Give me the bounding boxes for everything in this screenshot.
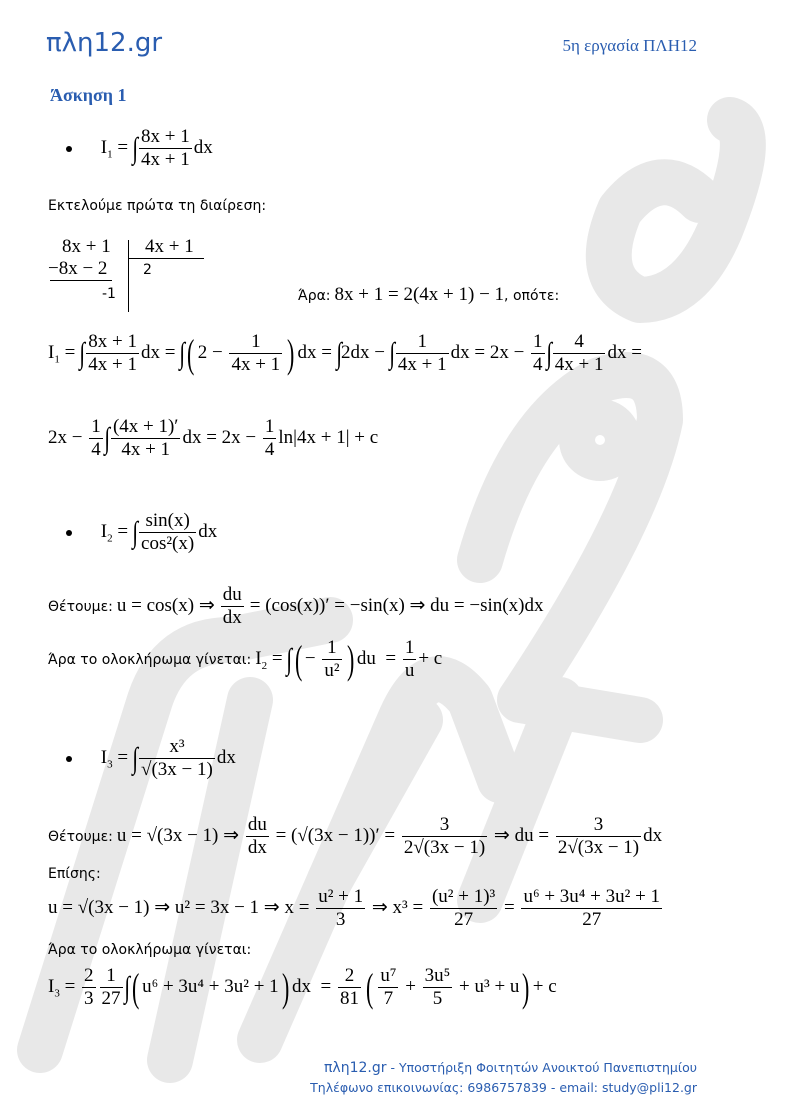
integral-3-ara: Άρα το ολοκλήρωμα γίνεται: [48, 942, 252, 958]
division-rule [128, 258, 204, 259]
division-underline [50, 280, 112, 281]
bullet [66, 146, 72, 152]
quotient: 2 [143, 262, 152, 278]
bullet [66, 756, 72, 762]
integral-2-substitution: Θέτουμε: u = cos(x) ⇒ $\frac{du}{dx}$ = (cos(x))′ = −sin(x) ⇒ du = −sin(x)dx [48, 584, 544, 628]
integral-3-x-cubed: u = √(3x − 1) ⇒ u² = 3x − 1 ⇒ x = $\frac{\text{u² + 1}}{3}$ ⇒ x³ = $\frac{\text{(u² + 1)³}}{27}$ = $\frac{\text{u⁶ + 3u⁴ + 3u² + 1}}{27}$ [48, 886, 661, 930]
dividend: 8x + 1 [62, 236, 111, 257]
integral-1-step1: $I_1$ = ∫ $\frac{8x + 1}{4x + 1}$ dx = ∫( 2 − $\frac{1}{4x + 1}$ ) dx = ∫2dx − ∫ $\frac{1}{4x + 1}$ dx = 2x − $\frac{1}{4}$ ∫ $\frac{4}{4x + 1}$ dx = [48, 331, 642, 376]
integral-3: $I_3$ = ∫ $\frac{\text{x³}}{√(3x - 1)}$ dx [66, 736, 236, 781]
remainder: -1 [102, 286, 116, 302]
division-intro: Εκτελούμε πρώτα τη διαίρεση: [48, 198, 267, 214]
integral-3-substitution: Θέτουμε: u = √(3x − 1) ⇒ $\frac{du}{dx}$ = (√(3x − 1))′ = $\frac{3}{2√(3x - 1)}$ ⇒ du = $\frac{3}{2√(3x - 1)}$ dx [48, 814, 663, 858]
divisor: 4x + 1 [145, 236, 194, 257]
integral-1: $I_1$ = ∫ $\frac{8x + 1}{4x + 1}$ dx [66, 126, 213, 171]
assignment-label: 5η εργασία ΠΛΗ12 [562, 36, 697, 55]
episis-label: Επίσης: [48, 866, 101, 882]
integral-2: $I_2$ = ∫ $\frac{\sin(x)}{\text{cos²(x)}}$ dx [66, 510, 217, 555]
logo: πλη12.gr [46, 28, 163, 58]
footer-line-1: πλη12.gr - Υποστήριξη Φοιτητών Ανοικτού Πανεπιστημίου [323, 1060, 697, 1076]
subtract-line: −8x − 2 [48, 258, 108, 279]
ara-line: Άρα: 8x + 1 = 2(4x + 1) − 1, οπότε: [298, 284, 560, 305]
integral-3-result: $I_3$ = $\frac{2}{3}$ $\frac{1}{27}$ ∫( u⁶ + 3u⁴ + 3u² + 1) dx = $\frac{2}{81}$ ( $\frac{\text{u⁷}}{7}$ + $\frac{\text{3u⁵}}{5}$ + u³ + u) + c [48, 965, 557, 1010]
integral-2-result: Άρα το ολοκλήρωμα γίνεται: $I_2$ = ∫( − $\frac{1}{\text{u²}}$ ) du = $\frac{1}{u}$ + c [48, 637, 443, 682]
integral-1-step2: 2x − $\frac{1}{4}$ ∫ $\frac{(4x + 1)'}{4x + 1}$ dx = 2x − $\frac{1}{4}$ ln|4x + 1| + c [48, 416, 379, 460]
division-bar [128, 240, 129, 312]
exercise-title: Άσκηση 1 [50, 85, 127, 105]
footer-line-2: Τηλέφωνο επικοινωνίας: 6986757839 - email: study@pli12.gr [310, 1080, 697, 1095]
bullet [66, 530, 72, 536]
